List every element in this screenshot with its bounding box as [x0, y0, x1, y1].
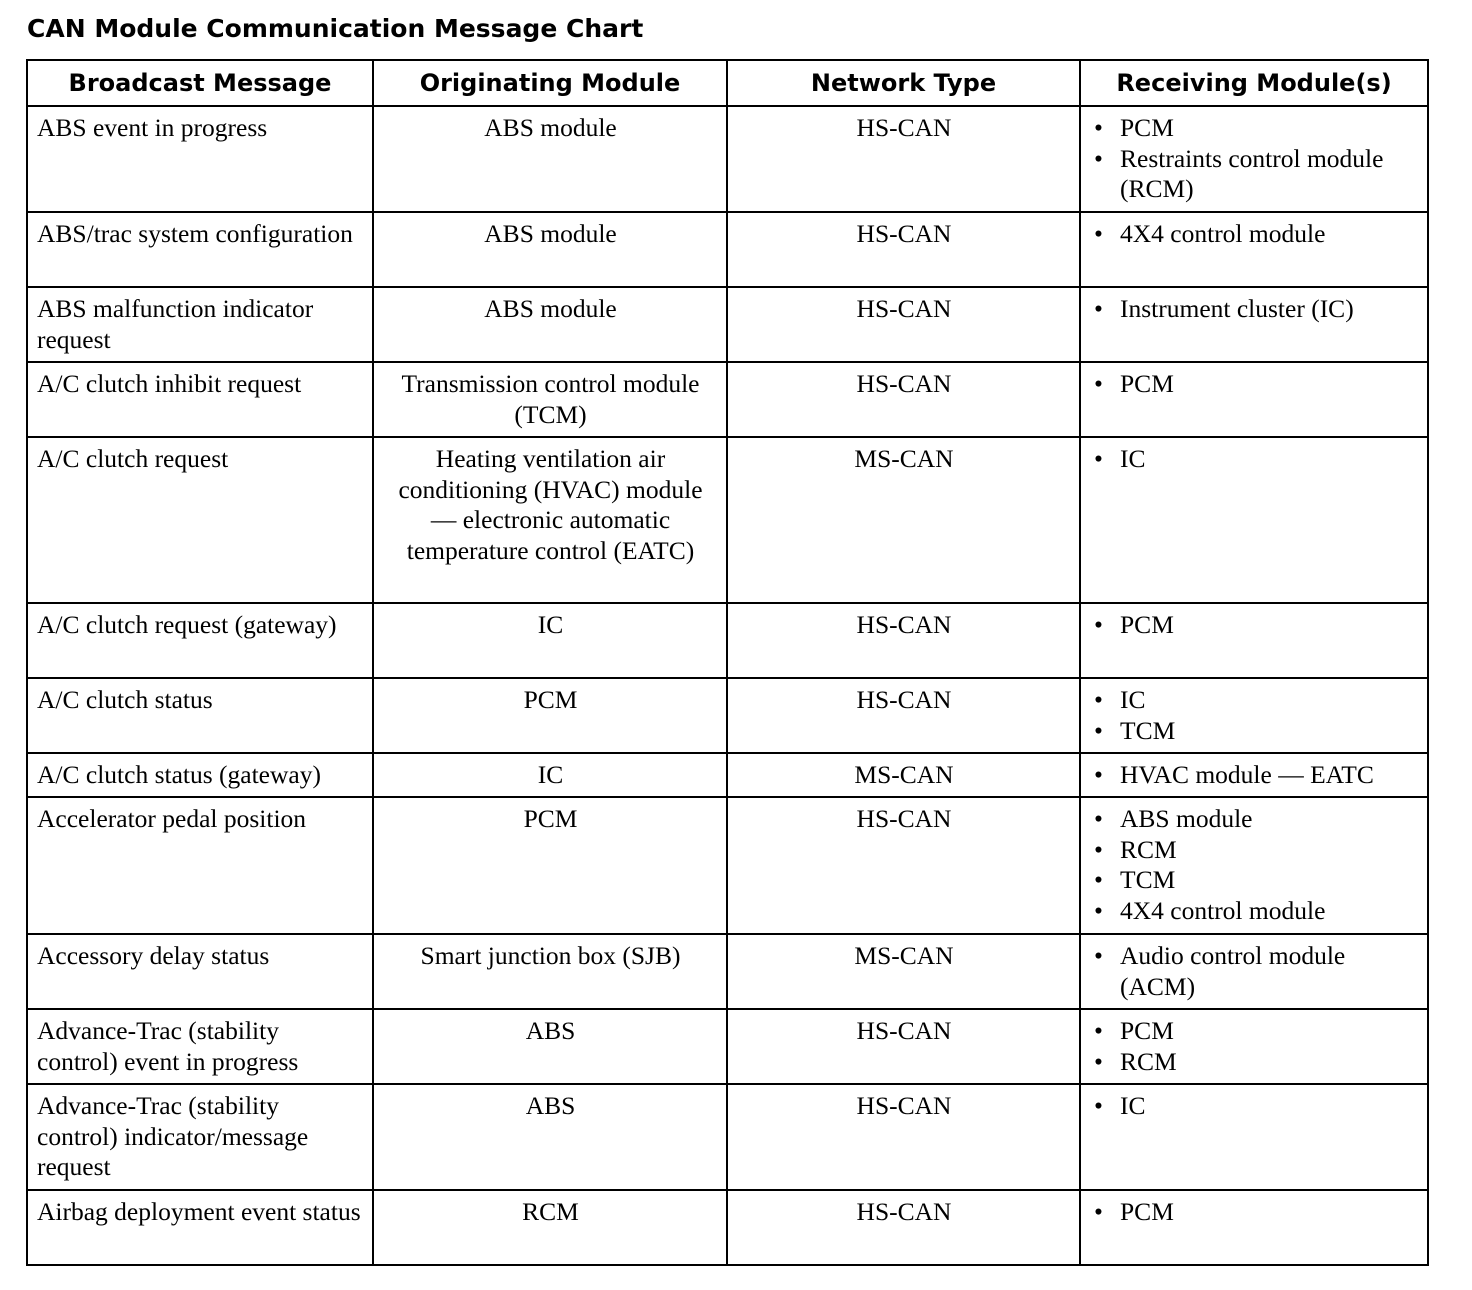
originating-module-cell: ABS module: [373, 106, 727, 212]
receiving-module-item: • RCM: [1090, 835, 1419, 866]
receiving-module-item: • IC: [1090, 1091, 1419, 1122]
receiving-modules-list: [1090, 1197, 1419, 1228]
network-type-cell: HS-CAN: [727, 797, 1080, 934]
receiving-modules-cell: [1080, 1190, 1428, 1265]
receiving-module-item: • PCM: [1090, 1016, 1419, 1047]
receiving-modules-cell: [1080, 1009, 1428, 1084]
table-row: [27, 678, 1428, 753]
receiving-modules-cell: [1080, 437, 1428, 603]
broadcast-message-cell: Advance-Trac (stability control) event in progress: [27, 1009, 373, 1084]
table-row: [27, 1190, 1428, 1265]
table-row: [27, 797, 1428, 934]
broadcast-message-cell: A/C clutch request: [27, 437, 373, 603]
receiving-module-item: • Audio control module (ACM): [1090, 941, 1419, 1002]
receiving-modules-list: [1090, 294, 1419, 325]
receiving-modules-cell: [1080, 362, 1428, 437]
broadcast-message-cell: A/C clutch status (gateway): [27, 753, 373, 797]
originating-module-cell: Smart junction box (SJB): [373, 934, 727, 1009]
network-type-cell: HS-CAN: [727, 287, 1080, 362]
originating-module-cell: IC: [373, 753, 727, 797]
network-type-cell: MS-CAN: [727, 934, 1080, 1009]
table-body: [27, 106, 1428, 1265]
originating-module-cell: PCM: [373, 678, 727, 753]
network-type-cell: HS-CAN: [727, 1084, 1080, 1190]
receiving-modules-list: [1090, 113, 1419, 205]
header-row: [27, 60, 1428, 106]
originating-module-cell: ABS: [373, 1084, 727, 1190]
originating-module-cell: ABS: [373, 1009, 727, 1084]
receiving-modules-list: [1090, 219, 1419, 250]
network-type-cell: HS-CAN: [727, 1190, 1080, 1265]
originating-module-cell: PCM: [373, 797, 727, 934]
receiving-modules-list: [1090, 1016, 1419, 1077]
broadcast-message-cell: A/C clutch status: [27, 678, 373, 753]
receiving-modules-list: [1090, 804, 1419, 926]
table-row: [27, 1084, 1428, 1190]
receiving-modules-cell: [1080, 287, 1428, 362]
column-header-receiving-modules: Receiving Module(s): [1080, 60, 1428, 106]
receiving-modules-list: [1090, 610, 1419, 641]
broadcast-message-cell: A/C clutch inhibit request: [27, 362, 373, 437]
receiving-module-item: • RCM: [1090, 1047, 1419, 1078]
receiving-modules-cell: [1080, 678, 1428, 753]
receiving-module-item: • 4X4 control module: [1090, 896, 1419, 927]
originating-module-cell: RCM: [373, 1190, 727, 1265]
table-row: [27, 106, 1428, 212]
table-row: [27, 753, 1428, 797]
receiving-modules-list: [1090, 760, 1419, 791]
receiving-module-item: • PCM: [1090, 369, 1419, 400]
receiving-module-item: • Restraints control module (RCM): [1090, 144, 1419, 205]
broadcast-message-cell: A/C clutch request (gateway): [27, 603, 373, 678]
network-type-cell: MS-CAN: [727, 437, 1080, 603]
broadcast-message-cell: Advance-Trac (stability control) indicator/message request: [27, 1084, 373, 1190]
table-row: [27, 603, 1428, 678]
receiving-modules-cell: [1080, 934, 1428, 1009]
table-row: [27, 437, 1428, 603]
table-row: [27, 934, 1428, 1009]
table-row: [27, 212, 1428, 287]
network-type-cell: HS-CAN: [727, 362, 1080, 437]
receiving-modules-cell: [1080, 106, 1428, 212]
receiving-module-item: • IC: [1090, 444, 1419, 475]
table-row: [27, 1009, 1428, 1084]
network-type-cell: HS-CAN: [727, 678, 1080, 753]
receiving-modules-list: [1090, 1091, 1419, 1122]
broadcast-message-cell: Accessory delay status: [27, 934, 373, 1009]
originating-module-cell: ABS module: [373, 287, 727, 362]
table-row: [27, 287, 1428, 362]
broadcast-message-cell: Airbag deployment event status: [27, 1190, 373, 1265]
receiving-modules-cell: [1080, 1084, 1428, 1190]
receiving-module-item: • PCM: [1090, 610, 1419, 641]
receiving-modules-list: [1090, 685, 1419, 746]
network-type-cell: HS-CAN: [727, 1009, 1080, 1084]
receiving-module-item: • TCM: [1090, 865, 1419, 896]
receiving-module-item: • ABS module: [1090, 804, 1419, 835]
broadcast-message-cell: ABS event in progress: [27, 106, 373, 212]
receiving-modules-cell: [1080, 753, 1428, 797]
network-type-cell: MS-CAN: [727, 753, 1080, 797]
broadcast-message-cell: ABS malfunction indicator request: [27, 287, 373, 362]
receiving-module-item: • 4X4 control module: [1090, 219, 1419, 250]
receiving-modules-cell: [1080, 603, 1428, 678]
receiving-module-item: • HVAC module — EATC: [1090, 760, 1419, 791]
table-row: [27, 362, 1428, 437]
receiving-module-item: • TCM: [1090, 716, 1419, 747]
receiving-modules-list: [1090, 941, 1419, 1002]
originating-module-cell: IC: [373, 603, 727, 678]
receiving-module-item: • PCM: [1090, 113, 1419, 144]
receiving-modules-list: [1090, 444, 1419, 475]
broadcast-message-cell: Accelerator pedal position: [27, 797, 373, 934]
column-header-network-type: Network Type: [727, 60, 1080, 106]
column-header-broadcast-message: Broadcast Message: [27, 60, 373, 106]
receiving-modules-list: [1090, 369, 1419, 400]
network-type-cell: HS-CAN: [727, 106, 1080, 212]
originating-module-cell: Heating ventilation air conditioning (HVAC) module — electronic automatic temperature control (EATC): [373, 437, 727, 603]
network-type-cell: HS-CAN: [727, 212, 1080, 287]
receiving-module-item: • IC: [1090, 685, 1419, 716]
receiving-module-item: • PCM: [1090, 1197, 1419, 1228]
originating-module-cell: ABS module: [373, 212, 727, 287]
receiving-modules-cell: [1080, 797, 1428, 934]
network-type-cell: HS-CAN: [727, 603, 1080, 678]
receiving-modules-cell: [1080, 212, 1428, 287]
message-chart-table: [26, 59, 1429, 1266]
originating-module-cell: Transmission control module (TCM): [373, 362, 727, 437]
receiving-module-item: • Instrument cluster (IC): [1090, 294, 1419, 325]
column-header-originating-module: Originating Module: [373, 60, 727, 106]
page-title: CAN Module Communication Message Chart: [27, 14, 644, 43]
broadcast-message-cell: ABS/trac system configuration: [27, 212, 373, 287]
